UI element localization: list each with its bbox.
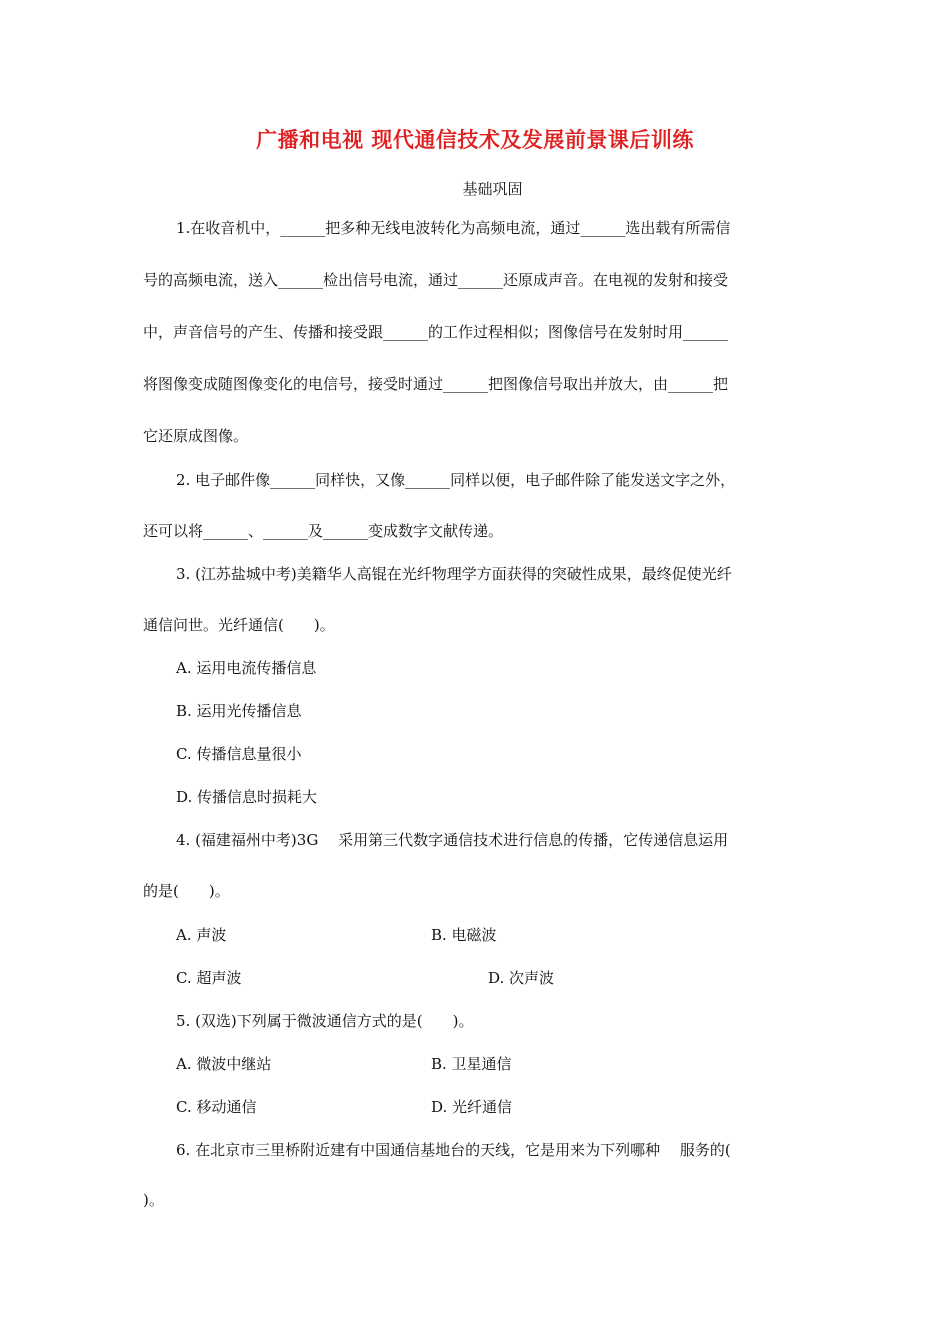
question-1-line-1: 1.在收音机中，______把多种无线电波转化为高频电流，通过______选出载有所需信: [176, 219, 731, 237]
question-3-option-b: B. 运用光传播信息: [176, 702, 302, 720]
question-2-line-2: 还可以将______、______及______变成数字文献传递。: [143, 522, 504, 540]
section-heading: 基础巩固: [462, 180, 523, 198]
question-2-line-1: 2. 电子邮件像______同样快，又像______同样以便，电子邮件除了能发送文字之外，: [176, 471, 736, 489]
question-5-option-b: B. 卫星通信: [431, 1055, 512, 1073]
question-4-option-d: D. 次声波: [488, 969, 555, 987]
question-5-option-a: A. 微波中继站: [176, 1055, 272, 1073]
question-3-option-d: D. 传播信息时损耗大: [176, 788, 318, 806]
question-4-option-c: C. 超声波: [176, 969, 242, 987]
question-4-option-a: A. 声波: [176, 926, 227, 944]
question-6-line-1: 6. 在北京市三里桥附近建有中国通信基地台的天线，它是用来为下列哪种 服务的(: [176, 1141, 731, 1159]
question-4-line-2: 的是( )。: [143, 882, 230, 900]
question-5-option-d: D. 光纤通信: [431, 1098, 513, 1116]
question-1-line-4: 将图像变成随图像变化的电信号，接受时通过______把图像信号取出并放大，由______把: [143, 375, 729, 393]
question-3-option-a: A. 运用电流传播信息: [176, 659, 317, 677]
question-4-option-b: B. 电磁波: [431, 926, 497, 944]
question-5-line-1: 5. (双选)下列属于微波通信方式的是( )。: [176, 1012, 474, 1030]
question-3-line-2: 通信问世。光纤通信( )。: [143, 616, 335, 634]
question-1-line-2: 号的高频电流，送入______检出信号电流，通过______还原成声音。在电视的发射和接受: [143, 271, 729, 289]
question-1-line-3: 中，声音信号的产生、传播和接受跟______的工作过程相似；图像信号在发射时用______: [143, 323, 729, 341]
question-3-option-c: C. 传播信息量很小: [176, 745, 302, 763]
question-3-line-1: 3. (江苏盐城中考)美籍华人高锟在光纤物理学方面获得的突破性成果，最终促使光纤: [176, 565, 732, 583]
page-title: 广播和电视 现代通信技术及发展前景课后训练: [256, 127, 694, 152]
question-6-line-2: )。: [143, 1191, 164, 1209]
question-4-line-1: 4. (福建福州中考)3G 采用第三代数字通信技术进行信息的传播，它传递信息运用: [176, 831, 729, 849]
question-5-option-c: C. 移动通信: [176, 1098, 257, 1116]
question-1-line-5: 它还原成图像。: [143, 427, 249, 445]
